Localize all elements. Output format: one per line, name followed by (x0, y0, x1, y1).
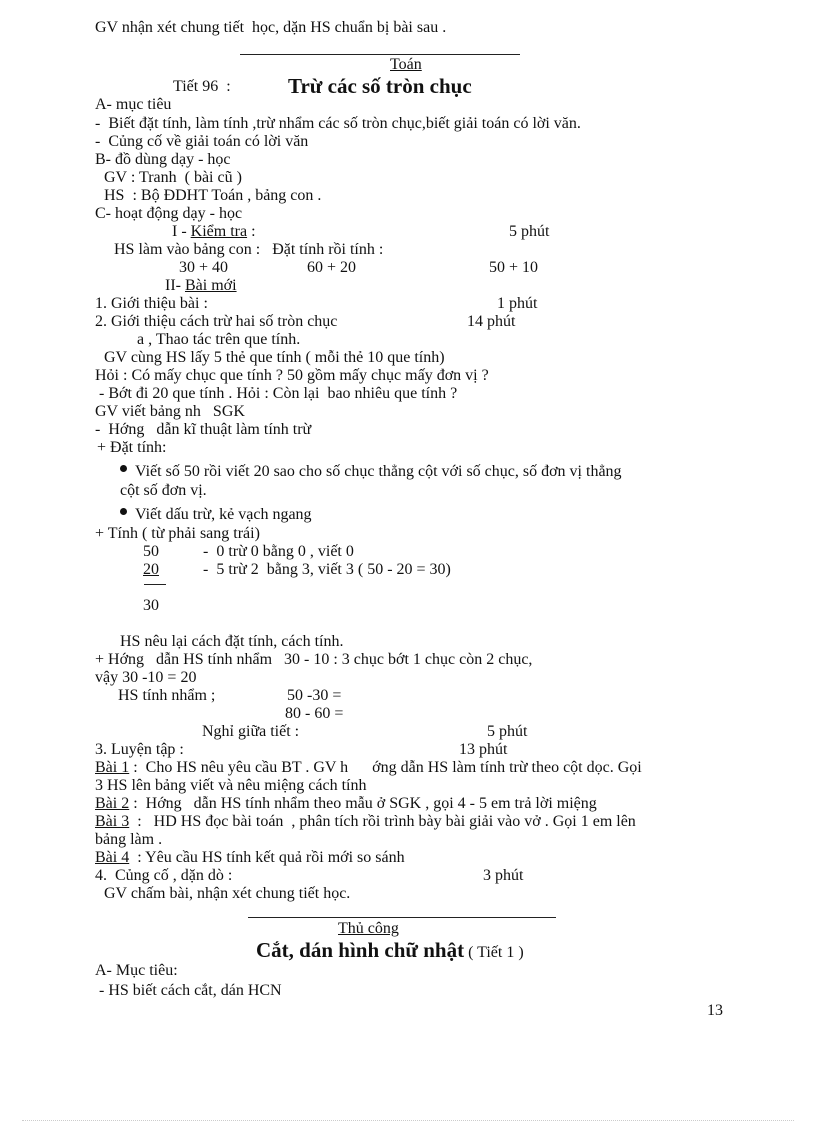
bullet-icon (120, 508, 127, 515)
duration: 1 phút (497, 295, 538, 312)
expression: 30 + 40 (179, 259, 229, 276)
materials-heading: B- đồ dùng dạy - học (95, 151, 231, 168)
bullet-icon (120, 465, 127, 472)
text-line: HS làm vào bảng con : Đặt tính rồi tính : (114, 241, 384, 258)
bullet-text: cột số đơn vị. (120, 482, 207, 499)
column-result: 30 (143, 597, 159, 614)
text-line: 2. Giới thiệu cách trừ hai số tròn chục (95, 313, 338, 330)
text-line: Hỏi : Có mấy chục que tính ? 50 gồm mấy chục mấy đơn vị ? (95, 367, 489, 384)
subject-heading: Toán (390, 56, 422, 73)
text-line: GV chấm bài, nhận xét chung tiết học. (104, 885, 351, 902)
bullet-text: Viết số 50 rồi viết 20 sao cho số chục thẳng cột với số chục, số đơn vị thẳng (135, 463, 622, 480)
column-step: - 5 trừ 2 bằng 3, viết 3 ( 50 - 20 = 30) (203, 561, 451, 578)
duration: 13 phút (459, 741, 508, 758)
subtraction-bar (144, 584, 166, 585)
objective-item: - HS biết cách cắt, dán HCN (95, 982, 282, 999)
activities-heading: C- hoạt động dạy - học (95, 205, 243, 222)
text-line: bảng làm . (95, 831, 163, 848)
text-line: GV cùng HS lấy 5 thẻ que tính ( mỗi thẻ 10 que tính) (104, 349, 445, 366)
objective-item: - Biết đặt tính, làm tính ,trừ nhẩm các số tròn chục,biết giải toán có lời văn. (95, 115, 581, 132)
text-line: + Đặt tính: (97, 439, 167, 456)
closing-line: GV nhận xét chung tiết học, dặn HS chuẩn bị bài sau . (95, 19, 447, 36)
text-line: 3 HS lên bảng viết và nêu miệng cách tính (95, 777, 367, 794)
section-divider (248, 917, 556, 918)
section-divider (240, 54, 520, 55)
text-line: - Bớt đi 20 que tính . Hỏi : Còn lại bao nhiêu que tính ? (95, 385, 458, 402)
text-line: a , Thao tác trên que tính. (137, 331, 301, 348)
column-step: - 0 trừ 0 bằng 0 , viết 0 (203, 543, 354, 560)
duration: 14 phút (467, 313, 516, 330)
duration: 5 phút (487, 723, 528, 740)
lesson-title-line (256, 938, 524, 962)
exercise-item: Bài 4 : Yêu cầu HS tính kết quả rồi mới so sánh (95, 849, 405, 866)
page-edge (22, 1120, 794, 1121)
lesson-number: Tiết 96 : (173, 78, 231, 95)
text-line: 3. Luyện tập : (95, 741, 184, 758)
expression: 50 + 10 (489, 259, 539, 276)
duration: 3 phút (483, 867, 524, 884)
text-line: + Hớng dẫn HS tính nhẩm 30 - 10 : 3 chục bớt 1 chục còn 2 chục, (95, 651, 533, 668)
lesson-title: Cắt, dán hình chữ nhật (256, 938, 465, 962)
column-number: 20 (143, 561, 159, 578)
expression: 50 -30 = (287, 687, 342, 704)
column-number: 50 (143, 543, 159, 560)
section-check-heading: I - Kiểm tra : (172, 223, 256, 240)
text-line: 1. Giới thiệu bài : (95, 295, 208, 312)
subject-heading: Thủ công (338, 920, 399, 937)
text-line: + Tính ( từ phải sang trái) (95, 525, 260, 542)
materials-item: HS : Bộ ĐDHT Toán , bảng con . (100, 187, 322, 204)
page-number: 13 (707, 1002, 723, 1019)
materials-item: GV : Tranh ( bài cũ ) (100, 169, 242, 186)
text-line: GV viết bảng nh SGK (95, 403, 245, 420)
expression: 80 - 60 = (285, 705, 344, 722)
text-line: 4. Củng cố , dặn dò : (95, 867, 233, 884)
exercise-item: Bài 3 : HD HS đọc bài toán , phân tích rồi trình bày bài giải vào vở . Gọi 1 em lên (95, 813, 636, 830)
exercise-item: Bài 2 : Hớng dẫn HS tính nhẩm theo mẫu ở SGK , gọi 4 - 5 em trả lời miệng (95, 795, 597, 812)
bullet-text: Viết dấu trừ, kẻ vạch ngang (135, 506, 312, 523)
text-line: - Hớng dẫn kĩ thuật làm tính trừ (95, 421, 312, 438)
lesson-title: Trừ các số tròn chục (288, 74, 472, 98)
text-line: HS nêu lại cách đặt tính, cách tính. (120, 633, 344, 650)
section-new-lesson-heading: II- Bài mới (165, 277, 237, 294)
text-line: HS tính nhẩm ; (118, 687, 216, 704)
objectives-heading: A- mục tiêu (95, 96, 172, 113)
objectives-heading: A- Mục tiêu: (95, 962, 178, 979)
lesson-subtitle: ( Tiết 1 ) (464, 944, 524, 961)
expression: 60 + 20 (307, 259, 357, 276)
objective-item: - Củng cố về giải toán có lời văn (95, 133, 309, 150)
duration: 5 phút (509, 223, 550, 240)
text-line: vậy 30 -10 = 20 (95, 669, 197, 686)
text-line: Nghỉ giữa tiết : (202, 723, 300, 740)
exercise-item: Bài 1 : Cho HS nêu yêu cầu BT . GV h ớng dẫn HS làm tính trừ theo cột dọc. Gọi (95, 759, 642, 776)
